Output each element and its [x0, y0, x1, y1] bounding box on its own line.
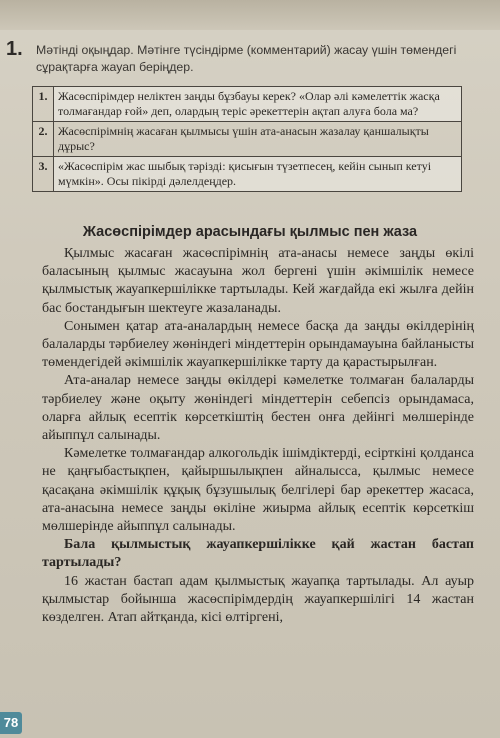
question-row	[33, 157, 462, 192]
question-number: 2.	[33, 122, 54, 157]
questions-table	[32, 86, 462, 192]
article-paragraph: Кәмелетке толмағандар алкогольдік ішімдіктерді, есірткіні қолданса не қаңғыбастықпен, қайыршылықпен айналысса, қылмыс немесе қасақана әкімшілік құқық бұзушылық белгілері бар әрекеттер жасаса, ата-анасына немесе заңды өкіліне жиырма айлық есептік көрсеткіш мөлшерінде айыппұл салынады.	[42, 446, 474, 535]
task-number: 1.	[6, 38, 23, 60]
page-top-edge	[0, 0, 500, 30]
question-number: 3.	[33, 157, 54, 192]
article-paragraph: Сонымен қатар ата-аналардың немесе басқа да заңды өкілдерінің балаларды тәрбиелеу жөніндегі міндеттерін орындамауына байланысты төмендегідей әкімшілік жауапкершілікке тарту да қарастырылған.	[42, 318, 474, 371]
article-paragraph: Ата-аналар немесе заңды өкілдері кәмелетке толмаған балаларды тәрбиелеу және оқыту жөніндегі міндеттерін себепсіз орындамаса, оларға айлық есептік көрсеткіштің бестен онға дейінгі мөлшерінде айыппұл салынады.	[42, 373, 474, 444]
question-text: Жасөспірімдер неліктен заңды бұзбауы керек? «Олар әлі кәмелеттік жасқа толмағандар ғой» деп, олардың теріс әрекеттерін ақтап алуға бола ма?	[54, 87, 462, 122]
article-body	[42, 245, 474, 627]
question-text: Жасөспірімнің жасаған қылмысы үшін ата-анасын жазалау қаншалықты дұрыс?	[54, 122, 462, 157]
article-question: Бала қылмыстық жауапкершілікке қай жастан бастап тартылады?	[42, 537, 474, 571]
task-instruction: Мәтінді оқыңдар. Мәтінге түсіндірме (комментарий) жасау үшін төмендегі сұрақтарға жауап беріңдер.	[36, 43, 457, 74]
article-paragraph: 16 жастан бастап адам қылмыстық жауапқа тартылады. Ал ауыр қылмыстар бойынша жасөспірімдердің жауапкершілігі 14 жастан көзделген. Атап айтқанда, кісі өлтіргені,	[42, 573, 474, 626]
article-title: Жасөспірімдер арасындағы қылмыс пен жаза	[82, 224, 418, 240]
question-text: «Жасөспірім жас шыбық тәрізді: қисығын түзетпесең, кейін сынып кетуі мүмкін». Осы пікірді дәлелдеңдер.	[54, 157, 462, 192]
question-number: 1.	[33, 87, 54, 122]
article-paragraph: Қылмыс жасаған жасөспірімнің ата-анасы немесе заңды өкілі баласының қылмыс жасауына жол бергені үшін әкімшілік немесе қылмыстық жауапкершілікке тартылады. Кей жағдайда екі жылға дейін бас бостандығын шектеуге жазаланады.	[42, 246, 474, 316]
question-row	[33, 87, 462, 122]
page-number: 78	[0, 712, 22, 734]
question-row	[33, 122, 462, 157]
